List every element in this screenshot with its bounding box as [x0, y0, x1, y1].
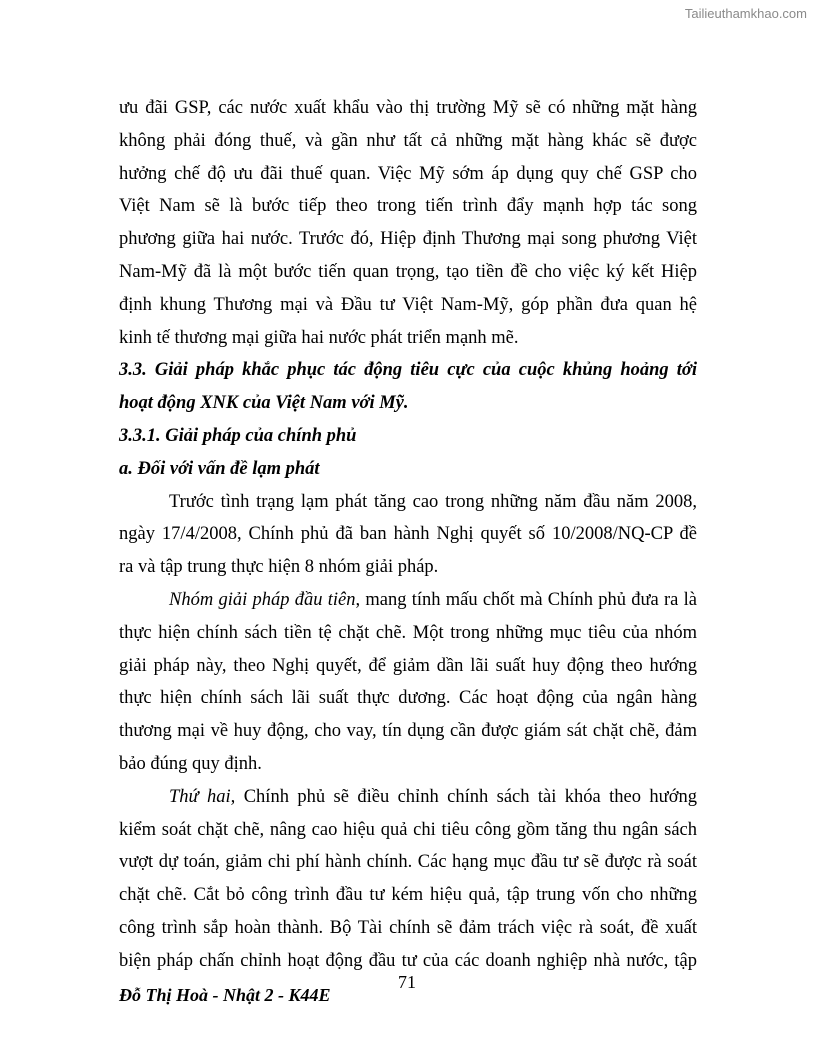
paragraph-line: vượt dự toán, giảm chi phí hành chính. Các hạng mục đầu tư sẽ được rà soát [119, 852, 697, 873]
document-body [119, 92, 697, 978]
page-number: 71 [398, 972, 416, 992]
paragraph-line: công trình sắp hoàn thành. Bộ Tài chính sẽ đảm trách việc rà soát, đề xuất [119, 917, 697, 938]
paragraph-line: phương giữa hai nước. Trước đó, Hiệp định Thương mại song phương Việt [119, 229, 697, 250]
paragraph-line: ngày 17/4/2008, Chính phủ đã ban hành Nghị quyết số 10/2008/NQ-CP đề [119, 524, 697, 545]
paragraph-line: thương mại về huy động, cho vay, tín dụng cần được giám sát chặt chẽ, đảm [119, 721, 697, 742]
paragraph-line: kiểm soát chặt chẽ, nâng cao hiệu quả chi tiêu công gồm tăng thu ngân sách [119, 819, 697, 840]
paragraph-line [119, 584, 697, 617]
footer-author: Đỗ Thị Hoà - Nhật 2 - K44E [119, 985, 331, 1005]
paragraph-line: hưởng chế độ ưu đãi thuế quan. Việc Mỹ sớm áp dụng quy chế GSP cho [119, 163, 697, 184]
paragraph-line: thực hiện chính sách tiền tệ chặt chẽ. Một trong những mục tiêu của nhóm [119, 622, 697, 643]
paragraph-line: Việt Nam sẽ là bước tiếp theo trong tiến trình đẩy mạnh hợp tác song [119, 196, 697, 217]
paragraph-line: thực hiện chính sách lãi suất thực dương. Các hoạt động của ngân hàng [119, 688, 697, 709]
item-heading: a. Đối với vấn đề lạm phát [119, 458, 320, 479]
subsection-heading: 3.3.1. Giải pháp của chính phủ [119, 425, 357, 446]
paragraph-line: giải pháp này, theo Nghị quyết, để giảm dần lãi suất huy động theo hướng [119, 655, 697, 676]
italic-lead: Thứ hai, [169, 786, 236, 807]
section-heading: 3.3. Giải pháp khắc phục tác động tiêu cực của cuộc khủng hoảng tới [119, 360, 697, 381]
paragraph-line: biện pháp chấn chỉnh hoạt động đầu tư của các doanh nghiệp nhà nước, tập [119, 950, 697, 971]
paragraph-text: Chính phủ sẽ điều chỉnh chính sách tài khóa theo hướng [235, 786, 697, 807]
paragraph-line: định khung Thương mại và Đầu tư Việt Nam-Mỹ, góp phần đưa quan hệ [119, 294, 697, 315]
paragraph-line: Trước tình trạng lạm phát tăng cao trong những năm đầu năm 2008, [169, 491, 697, 512]
paragraph-line: ưu đãi GSP, các nước xuất khẩu vào thị trường Mỹ sẽ có những mặt hàng [119, 98, 697, 118]
paragraph-line [119, 781, 697, 814]
watermark: Tailieuthamkhao.com [684, 6, 807, 21]
section-heading: hoạt động XNK của Việt Nam với Mỹ. [119, 393, 409, 414]
paragraph-line: Nam-Mỹ đã là một bước tiến quan trọng, tạo tiền đề cho việc ký kết Hiệp [119, 261, 697, 282]
paragraph-line: không phải đóng thuế, và gần như tất cả những mặt hàng khác sẽ được [119, 130, 697, 151]
paragraph-text: , mang tính mấu chốt mà Chính phủ đưa ra là [355, 589, 697, 610]
paragraph-line: kinh tế thương mại giữa hai nước phát triển mạnh mẽ. [119, 327, 519, 348]
paragraph-line: ra và tập trung thực hiện 8 nhóm giải pháp. [119, 557, 439, 578]
paragraph-line: bảo đúng quy định. [119, 753, 262, 774]
italic-lead: Nhóm giải pháp đầu tiên [169, 589, 356, 610]
paragraph-line: chặt chẽ. Cắt bỏ công trình đầu tư kém hiệu quả, tập trung vốn cho những [119, 885, 697, 906]
